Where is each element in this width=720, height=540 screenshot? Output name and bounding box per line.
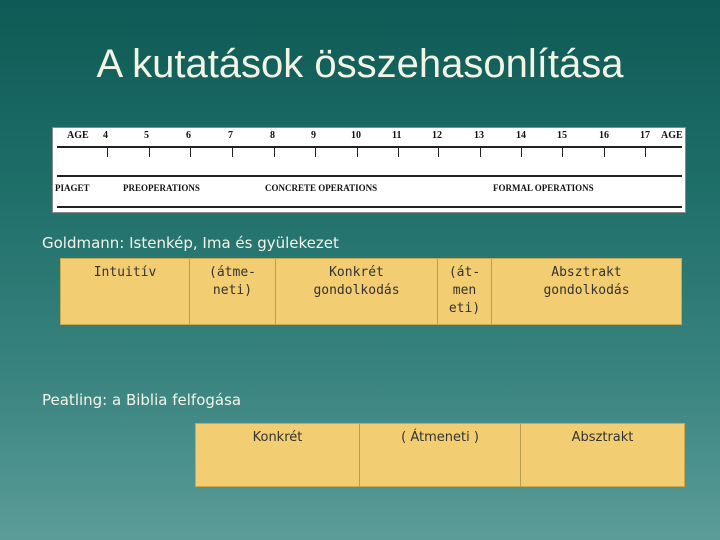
stage-preoperations: PREOPERATIONS <box>123 183 200 193</box>
age-tick-label: 13 <box>474 130 484 141</box>
age-tick-label: 7 <box>228 130 233 141</box>
goldmann-cell-concrete: Konkrét gondolkodás <box>276 259 438 324</box>
goldmann-cell-intuitive: Intuitív <box>61 259 190 324</box>
age-tick-label: 17 <box>640 130 650 141</box>
age-tick <box>357 147 358 157</box>
age-tick <box>190 147 191 157</box>
age-tick-label: 4 <box>103 130 108 141</box>
age-tick-label: 12 <box>432 130 442 141</box>
age-tick <box>645 147 646 157</box>
peatling-cell-abstract: Absztrakt <box>571 430 634 445</box>
piaget-row-label: PIAGET <box>55 183 90 193</box>
age-tick <box>480 147 481 157</box>
stage-bottom-line <box>57 206 682 208</box>
piaget-scale-figure <box>52 127 686 213</box>
goldmann-cell-abstract: Absztrakt gondolkodás <box>543 265 630 298</box>
stage-formal-operations: FORMAL OPERATIONS <box>493 183 594 193</box>
age-tick <box>232 147 233 157</box>
age-axis-line <box>57 146 682 148</box>
age-tick <box>438 147 439 157</box>
goldmann-cell-transitional-2: (át- men eti) <box>438 259 492 324</box>
goldmann-label: Goldmann: Istenkép, Ima és gyülekezet <box>42 234 339 252</box>
age-tick-label: 15 <box>557 130 567 141</box>
age-tick <box>604 147 605 157</box>
age-tick <box>274 147 275 157</box>
peatling-stage-table <box>195 423 685 487</box>
age-tick-label: 11 <box>392 130 402 141</box>
peatling-cell-transitional: ( Átmeneti ) <box>360 424 521 486</box>
age-tick <box>107 147 108 157</box>
age-tick <box>315 147 316 157</box>
age-tick <box>149 147 150 157</box>
age-tick-label: 14 <box>516 130 526 141</box>
goldmann-stage-table <box>60 258 682 325</box>
age-tick-label: 8 <box>270 130 275 141</box>
age-axis-label-right: AGE <box>661 130 683 141</box>
peatling-cell-concrete: Konkrét <box>196 424 360 486</box>
age-tick-label: 9 <box>311 130 316 141</box>
age-tick-label: 6 <box>186 130 191 141</box>
age-tick <box>398 147 399 157</box>
age-tick-label: 16 <box>599 130 609 141</box>
age-axis-label-left: AGE <box>67 130 89 141</box>
peatling-label: Peatling: a Biblia felfogása <box>42 391 242 409</box>
stage-concrete-operations: CONCRETE OPERATIONS <box>265 183 378 193</box>
goldmann-cell-transitional-1: (átme- neti) <box>190 259 276 324</box>
stage-top-line <box>57 175 682 177</box>
age-tick-label: 10 <box>351 130 361 141</box>
slide-title: A kutatások összehasonlítása <box>96 42 624 86</box>
age-tick <box>521 147 522 157</box>
age-tick-label: 5 <box>144 130 149 141</box>
age-tick <box>562 147 563 157</box>
